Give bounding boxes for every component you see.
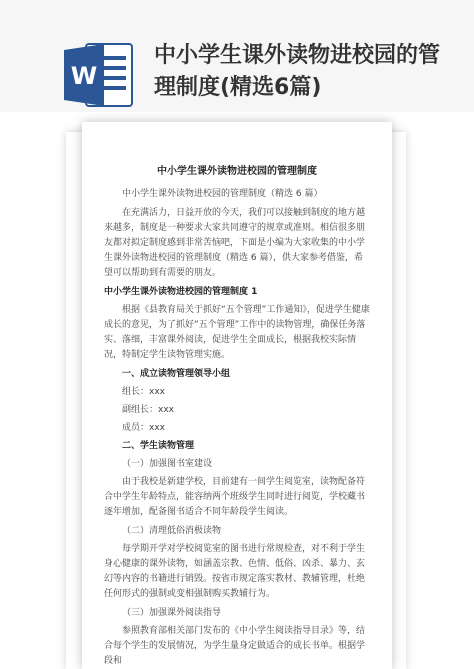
library-paragraph: 由于我校是新建学校，目前建有一间学生阅览室，读物配备符合中学生年龄特点，能容纳两个班级学生同时进行阅览，学校藏书逐年增加，配备图书适合不同年龄段学生阅读。 <box>104 477 366 517</box>
title-line-1: 中小学生课外读物进校园的管 <box>154 43 441 68</box>
svg-text:W: W <box>70 62 98 90</box>
intro-paragraph: 在充满活力，日益开放的今天，我们可以接触到制度的地方越来越多，制度是一种要求大家共同遵守的规章或准则。相信很多朋友都对拟定制度感到非常苦恼吧，下面是小编为大家收集的中小学生课外读物进校园的管理制度（精选 6 篇），供大家参考借鉴，希望可以帮助到有需要的朋友。 <box>104 208 366 278</box>
heading-leadership-group: 一、成立读物管理领导小组 <box>122 369 231 379</box>
header-banner <box>0 0 474 112</box>
subheading-guidance: （三）加强课外阅读指导 <box>122 608 222 618</box>
word-doc-icon <box>64 42 134 108</box>
subheading-library: （一）加强图书室建设 <box>122 459 213 469</box>
member-line: 成员：xxx <box>122 423 165 433</box>
leader-line: 组长：xxx <box>122 387 165 397</box>
document-title: 中小学生课外读物进校园的管理制度 <box>157 166 317 177</box>
document-page <box>104 140 370 669</box>
cleanup-paragraph: 每学期开学对学校阅览室的图书进行常规检查，对不利于学生身心健康的课外读物，如涵盖宗教、色情、低俗、凶杀、暴力、玄幻等内容的书籍进行销毁。按省市规定落实教材、教辅管理，杜绝任何形式的强制或变相强制购买教辅行为。 <box>104 544 366 599</box>
section-paragraph: 根据《县教育局关于抓好“五个管理”工作通知》，促进学生健康成长的意见，为了抓好“五个管理”工作中的读物管理，确保任务落实、落细，丰富课外阅读，促进学生全面成长，根据我校实际情况，特制定学生读物管理实施。 <box>104 305 370 360</box>
heading-reading-management: 二、学生读物管理 <box>122 441 195 451</box>
subheading-cleanup: （二）清理低俗消极读物 <box>122 526 222 536</box>
vice-leader-line: 副组长：xxx <box>122 405 174 415</box>
page-title <box>154 40 454 104</box>
document-subtitle: 中小学生课外读物进校园的管理制度（精选 6 篇） <box>122 189 323 199</box>
section-heading: 中小学生课外读物进校园的管理制度 1 <box>104 287 258 297</box>
title-line-2: 理制度(精选6篇) <box>154 75 322 100</box>
guidance-paragraph: 参照教育部相关部门发布的《中小学生阅读指导目录》等，结合每个学生的发展情况，为学生量身定做适合的成长书单。根据学段和 <box>104 626 366 666</box>
